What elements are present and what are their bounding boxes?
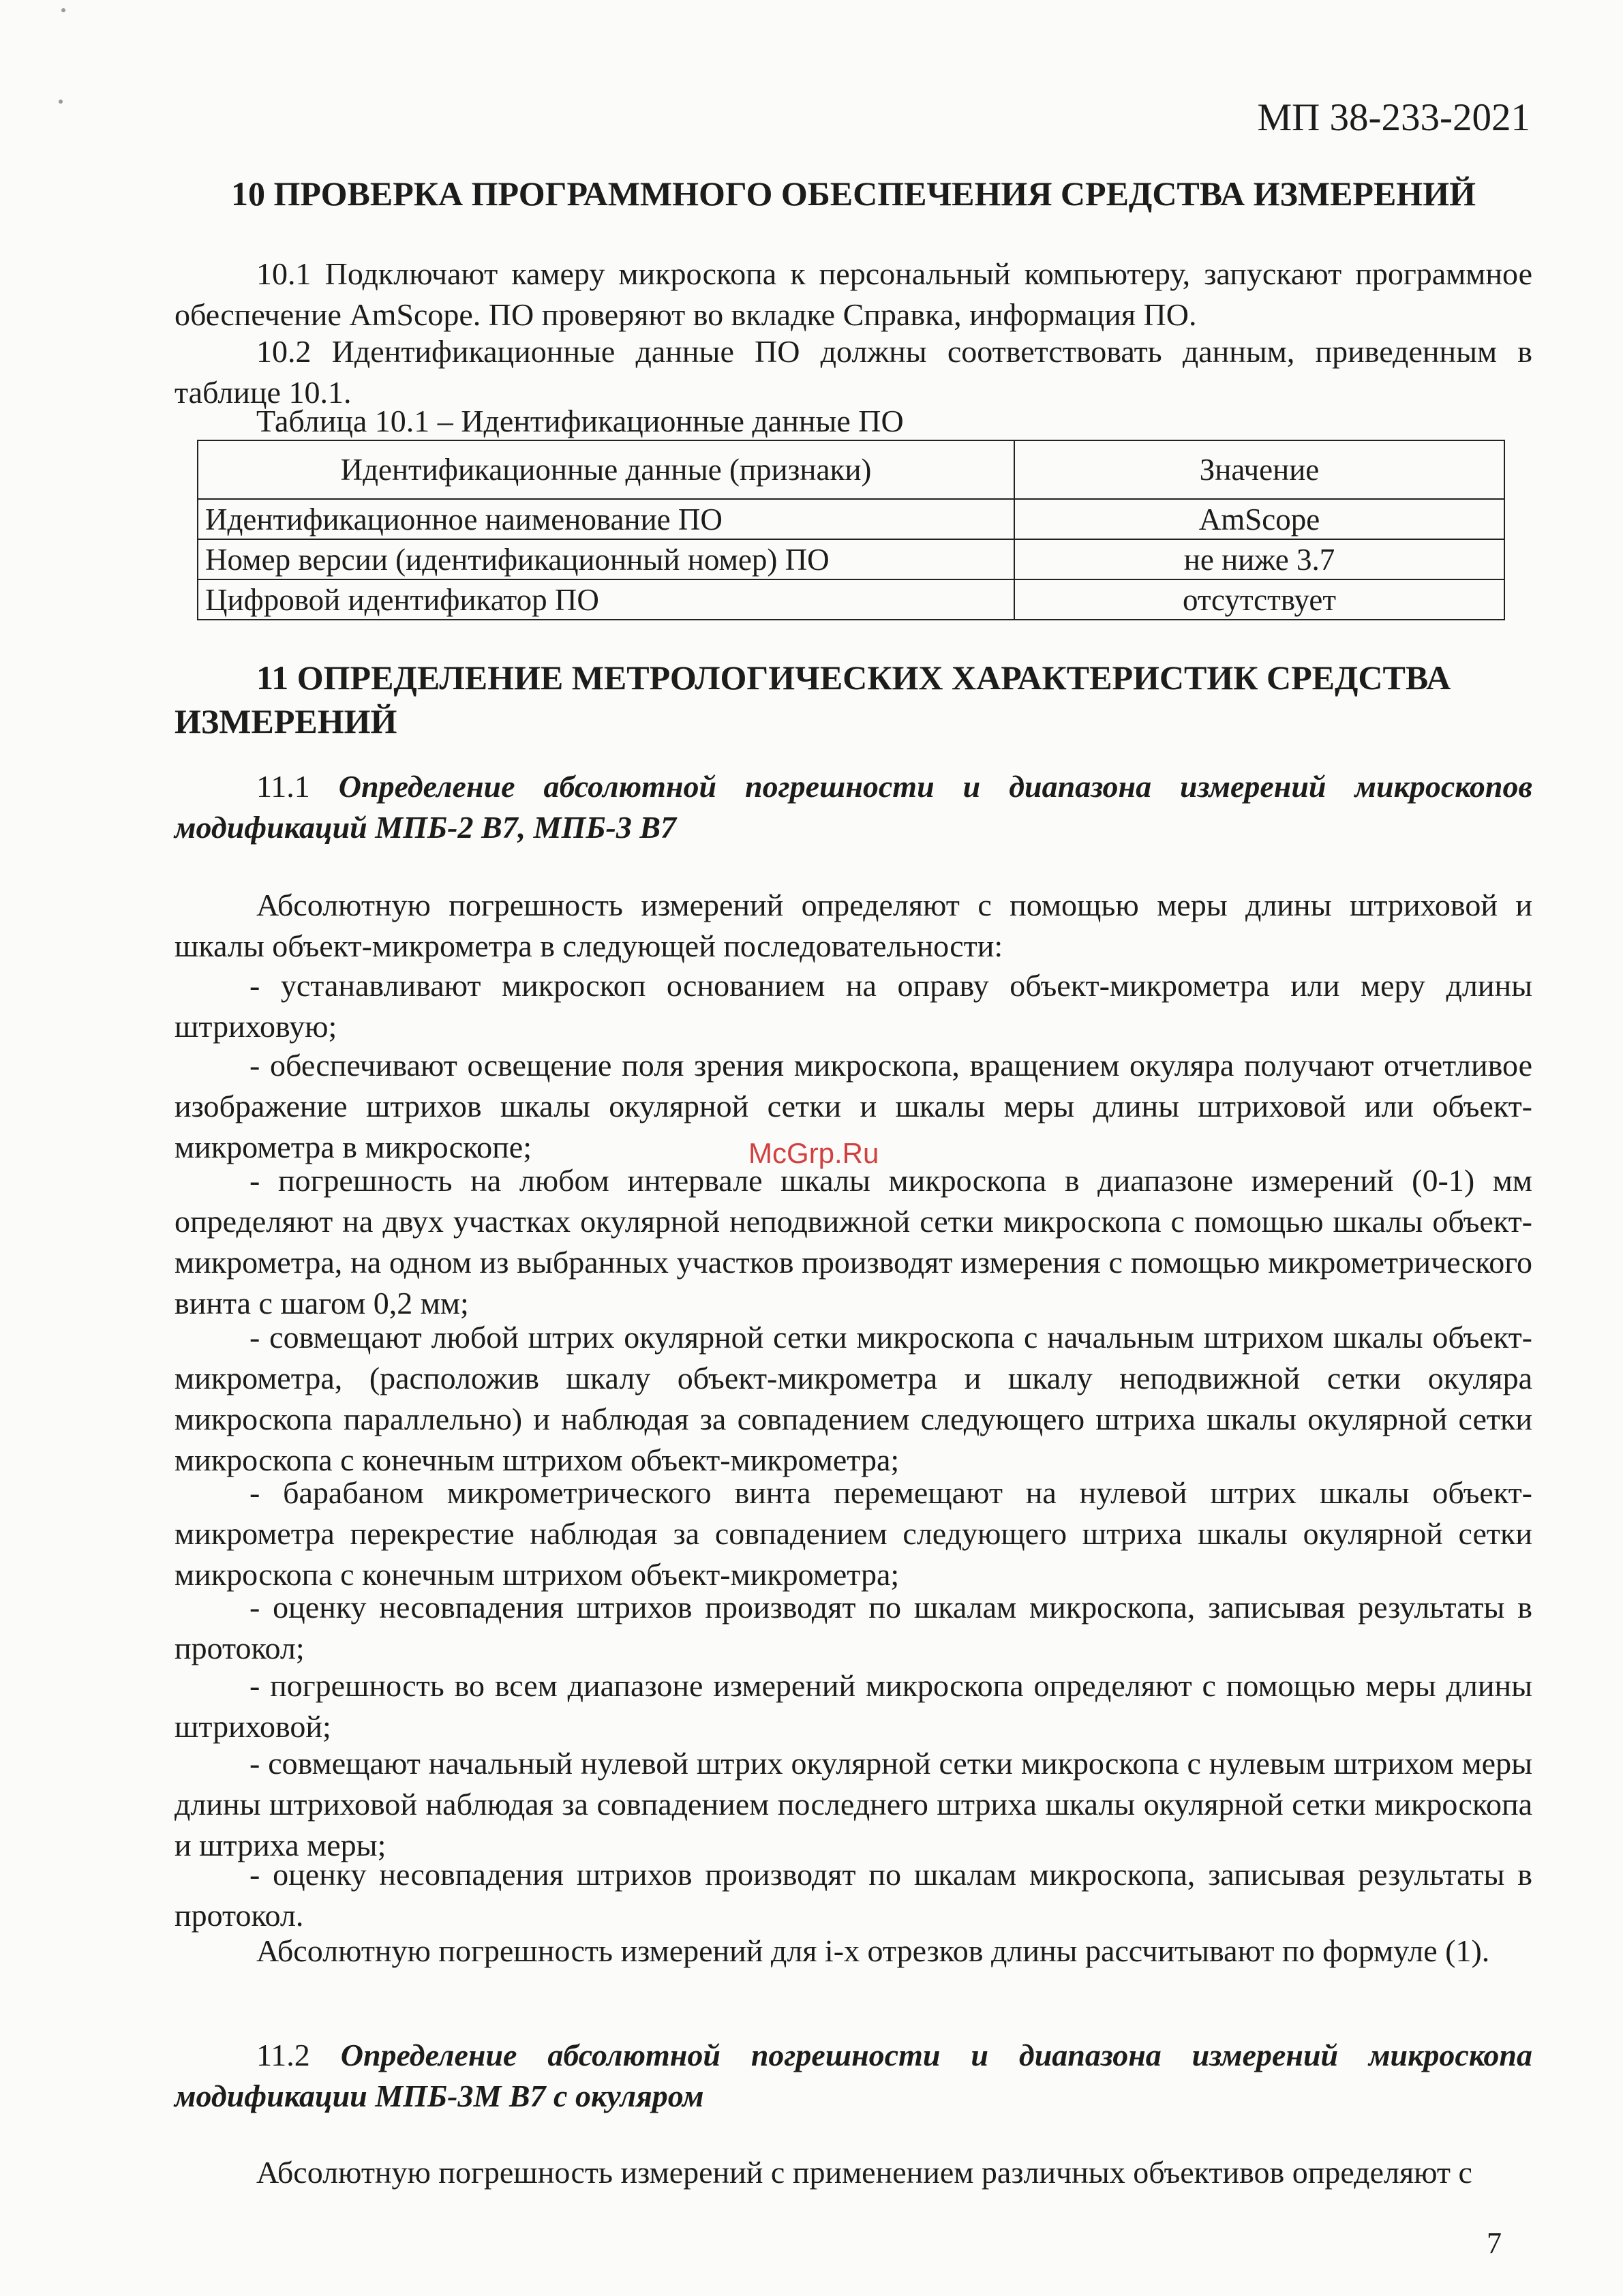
column-header: Идентификационные данные (признаки) [198, 440, 1014, 499]
section-11-title: 11 ОПРЕДЕЛЕНИЕ МЕТРОЛОГИЧЕСКИХ ХАРАКТЕРИСТИК СРЕДСТВА ИЗМЕРЕНИЙ [175, 659, 1451, 740]
table-row [198, 499, 1504, 539]
final-paragraph: Абсолютную погрешность измерений с применением различных объективов определяют с [256, 2155, 1472, 2190]
subsection-11-2 [175, 2035, 1532, 2117]
paragraph-10-1: 10.1 Подключают камеру микроскопа к персональный компьютеру, запускают программное обеспечение AmScope. ПО проверяют во вкладке Справка, информация ПО. [175, 256, 1532, 332]
subsection-11-1 [175, 766, 1532, 848]
intro-paragraph: Абсолютную погрешность измерений определяют с помощью меры длины штриховой и шкалы объект-микрометра в следующей последовательности: [175, 888, 1532, 963]
document-code: МП 38-233-2021 [1257, 96, 1530, 139]
list-item: - оценку несовпадения штрихов производят по шкалам микроскопа, записывая результаты в протокол; [175, 1590, 1532, 1665]
list-item: - погрешность на любом интервале шкалы микроскопа в диапазоне измерений (0-1) мм определяют на двух участках окулярной неподвижной сетки микроскопа с помощью шкалы объект-микрометра, на одном из выбранных участков производят измерения с помощью микрометрического винта с шагом 0,2 мм; [175, 1163, 1532, 1320]
table-cell: отсутствует [1014, 579, 1504, 620]
subsection-number: 11.1 [256, 769, 310, 804]
list-item: - совмещают любой штрих окулярной сетки микроскопа с начальным штрихом шкалы объект-микрометра, (расположив шкалу объект-микрометра и шкалу неподвижной сетки окуляра микроскопа параллельно) и наблюдая за совпадением следующего штриха шкалы окулярной сетки микроскопа с конечным штрихом объект-микрометра; [175, 1320, 1532, 1477]
table-cell: Идентификационное наименование ПО [198, 499, 1014, 539]
table-row [198, 539, 1504, 579]
scan-speck [61, 8, 65, 12]
page-number: 7 [1487, 2226, 1502, 2260]
list-item: - погрешность во всем диапазоне измерений микроскопа определяют с помощью меры длины штриховой; [175, 1668, 1532, 1744]
column-header: Значение [1014, 440, 1504, 499]
table-header-row [198, 440, 1504, 499]
list-item: - совмещают начальный нулевой штрих окулярной сетки микроскопа с нулевым штрихом меры длины штриховой наблюдая за совпадением последнего штриха шкалы окулярной сетки микроскопа и штриха меры; [175, 1746, 1532, 1862]
table-cell: Цифровой идентификатор ПО [198, 579, 1014, 620]
scan-speck [59, 100, 63, 104]
table-row [198, 579, 1504, 620]
identification-table [197, 440, 1505, 620]
list-item: - устанавливают микроскоп основанием на оправу объект-микрометра или меру длины штриховую; [175, 968, 1532, 1044]
section-10-title: 10 ПРОВЕРКА ПРОГРАММНОГО ОБЕСПЕЧЕНИЯ СРЕДСТВА ИЗМЕРЕНИЙ [230, 175, 1476, 213]
list-item: - обеспечивают освещение поля зрения микроскопа, вращением окуляра получают отчетливое изображение штрихов шкалы окулярной сетки и шкалы меры длины штриховой или объект-микрометра в микроскопе; [175, 1048, 1532, 1164]
subsection-number: 11.2 [256, 2038, 310, 2072]
paragraph-10-2: 10.2 Идентификационные данные ПО должны соответствовать данным, приведенным в таблице 10.1. [175, 334, 1532, 410]
table-cell: Номер версии (идентификационный номер) ПО [198, 539, 1014, 579]
table-cell: AmScope [1014, 499, 1504, 539]
list-item: - барабаном микрометрического винта перемещают на нулевой штрих шкалы объект-микрометра перекрестие наблюдая за совпадением следующего штриха шкалы окулярной сетки микроскопа с конечным штрихом объект-микрометра; [175, 1475, 1532, 1592]
table-cell: не ниже 3.7 [1014, 539, 1504, 579]
list-item: - оценку несовпадения штрихов производят по шкалам микроскопа, записывая результаты в протокол. [175, 1857, 1532, 1933]
table-caption: Таблица 10.1 – Идентификационные данные ПО [256, 404, 904, 438]
subsection-title: Определение абсолютной погрешности и диапазона измерений микроскопа модификации МПБ-3М В7 с окуляром [175, 2038, 1532, 2113]
watermark: McGrp.Ru [748, 1137, 879, 1169]
formula-note: Абсолютную погрешность измерений для i-х отрезков длины рассчитывают по формуле (1). [256, 1933, 1490, 1968]
subsection-title: Определение абсолютной погрешности и диапазона измерений микроскопов модификаций МПБ-2 В7, МПБ-3 В7 [175, 769, 1532, 845]
